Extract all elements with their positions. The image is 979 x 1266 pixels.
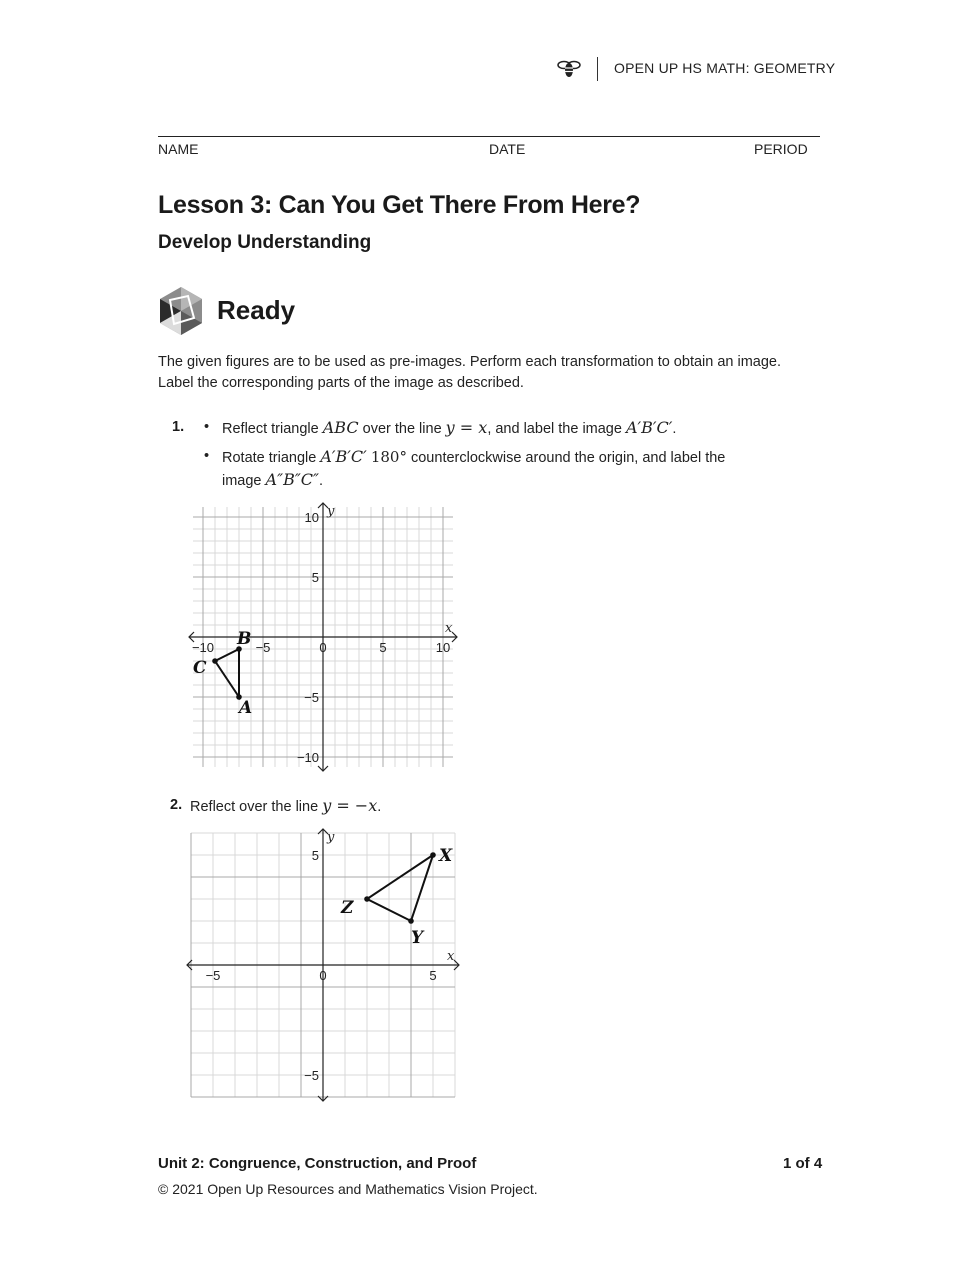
question-1-bullet-2: • Rotate triangle A′B′C′ 180° counterclockwise around the origin, and label the image A″B″C″. <box>204 447 726 489</box>
name-field-label: NAME <box>158 141 199 157</box>
x-tick-label: 0 <box>319 968 327 983</box>
y-tick-label: −10 <box>296 750 319 765</box>
period-field-label: PERIOD <box>754 141 808 157</box>
header-divider <box>597 57 598 81</box>
footer-page-number: 1 of 4 <box>783 1155 823 1172</box>
vertex-label-b: B <box>237 629 252 649</box>
y-axis-label: y <box>327 504 335 519</box>
bullet-dot: • <box>204 448 210 464</box>
vertex-point-z <box>364 896 370 902</box>
question-1-number: 1. <box>172 419 185 435</box>
question-2-number: 2. <box>170 797 183 813</box>
ready-icon <box>158 286 204 336</box>
vertex-label-c: C <box>193 658 207 678</box>
vertex-point-y <box>408 918 414 924</box>
footer-copyright: © 2021 Open Up Resources and Mathematics Vision Project. <box>158 1181 538 1197</box>
y-axis-label: y <box>327 830 335 845</box>
x-axis-label: x <box>447 949 455 964</box>
date-field-label: DATE <box>489 141 526 157</box>
lesson-subtitle: Develop Understanding <box>158 232 372 253</box>
name-line <box>158 136 820 137</box>
x-axis-label: x <box>445 621 453 636</box>
x-tick-label: 5 <box>429 968 437 983</box>
y-tick-label: 5 <box>311 570 319 585</box>
instructions-line-1: The given figures are to be used as pre-images. Perform each transformation to obtain an image. <box>158 354 782 370</box>
y-tick-label: −5 <box>304 1068 319 1083</box>
vertex-label-z: Z <box>341 898 354 918</box>
x-tick-label: −10 <box>191 640 215 655</box>
question-2-text: Reflect over the line y = −x. <box>190 796 382 815</box>
vertex-label-a: A <box>239 698 253 718</box>
x-tick-label: −5 <box>205 968 221 983</box>
footer-unit: Unit 2: Congruence, Construction, and Proof <box>158 1155 477 1172</box>
question-1-bullet-1: • Reflect triangle ABC over the line y = x, and label the image A′B′C′. <box>204 418 677 437</box>
y-tick-label: 10 <box>304 510 319 525</box>
y-tick-label: −5 <box>304 690 319 705</box>
lesson-title: Lesson 3: Can You Get There From Here? <box>158 191 641 219</box>
vertex-point-c <box>212 658 218 664</box>
triangle <box>367 855 433 921</box>
x-tick-label: 5 <box>379 640 387 655</box>
bee-icon <box>556 58 582 80</box>
x-tick-label: 10 <box>435 640 451 655</box>
course-brand: OPEN UP HS MATH: GEOMETRY <box>614 60 836 76</box>
x-tick-label: 0 <box>319 640 327 655</box>
coordinate-grid-1 <box>185 500 465 780</box>
vertex-label-y: Y <box>411 928 424 948</box>
coordinate-grid-2 <box>185 828 465 1108</box>
section-title: Ready <box>217 295 296 325</box>
y-tick-label: 5 <box>311 848 319 863</box>
vertex-label-x: X <box>439 846 453 866</box>
instructions <box>158 352 818 394</box>
instructions-line-2: Label the corresponding parts of the image as described. <box>158 375 524 391</box>
bullet-dot: • <box>204 419 210 435</box>
vertex-point-x <box>430 852 436 858</box>
x-tick-label: −5 <box>255 640 271 655</box>
